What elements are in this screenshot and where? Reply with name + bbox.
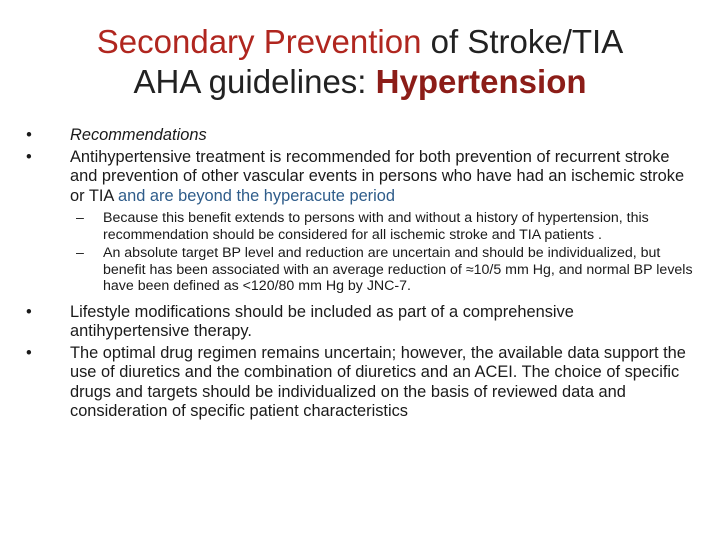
slide-title	[20, 22, 700, 102]
slide-body	[26, 126, 696, 424]
dash-icon: –	[76, 210, 84, 226]
bullet-text: Lifestyle modifications should be included as part of a comprehensive antihypertensive therapy.	[70, 302, 574, 341]
bullet-item	[26, 303, 696, 342]
sub-bullet-text: Because this benefit extends to persons with and without a history of hypertension, this recommendation should be considered for all ischemic stroke and TIA patients .	[103, 210, 649, 243]
title-prefix: AHA guidelines:	[133, 63, 376, 100]
bullet-item	[26, 148, 696, 207]
bullet-icon: •	[26, 302, 32, 321]
bullet-item	[26, 126, 696, 146]
bullet-icon: •	[26, 343, 32, 362]
title-line-1	[20, 22, 700, 62]
title-red-part: Secondary Prevention	[96, 23, 422, 60]
sub-bullet-item	[26, 210, 696, 243]
title-topic: Hypertension	[375, 63, 587, 100]
bullet-icon: •	[26, 126, 32, 144]
bullet-text: The optimal drug regimen remains uncertain; however, the available data support the use of diuretics and the combination of diuretics and an ACEI. The choice of specific drugs and targets should be individualized on the basis of reviewed data and consideration of specific patient characteristics	[70, 343, 686, 421]
bullet-item	[26, 344, 696, 422]
sub-bullet-item	[26, 245, 696, 295]
title-line-2	[20, 62, 700, 102]
sub-bullet-text: An absolute target BP level and reduction are uncertain and should be individualized, but benefit has been associated with an average reduction of ≈10/5 mm Hg, and normal BP levels have been defined as <120/80 mm Hg by JNC-7.	[103, 245, 693, 295]
title-rest-part: of Stroke/TIA	[421, 23, 624, 60]
dash-icon: –	[76, 245, 84, 262]
bullet-text: Antihypertensive treatment is recommended for both prevention of recurrent stroke and prevention of other vascular events in persons who have had an ischemic stroke or TIA	[70, 147, 685, 205]
bullet-icon: •	[26, 147, 32, 166]
bullet-highlight-text: and are beyond the hyperacute period	[113, 186, 396, 205]
bullet-text: Recommendations	[70, 126, 207, 144]
